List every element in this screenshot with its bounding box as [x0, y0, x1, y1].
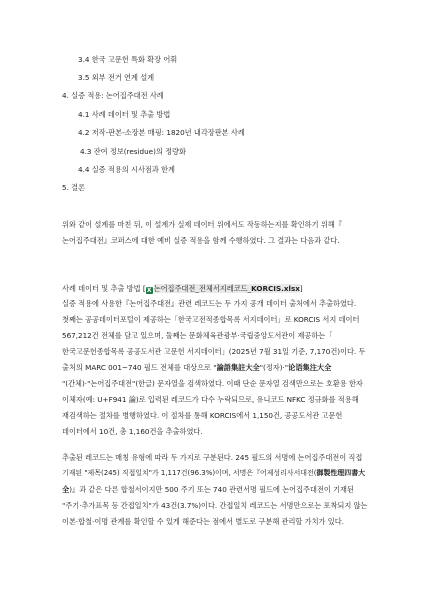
- file-name-bold: KORCIS.xlsx: [251, 284, 300, 293]
- para2-line-2-a: 기재된 "제목(245) 직접일치"가 1,117건(96.3%)이며, 서명은『어제성리사서대전(: [62, 469, 317, 477]
- outline-item-4-2: 4.2 저작-판본-소장본 매핑: 1820년 내각장판본 사례: [78, 128, 245, 137]
- intro-line-1: 위와 같이 설계를 마친 뒤, 이 설계가 실제 데이터 위에서도 작동하는지를 확인하기 위해『: [62, 220, 342, 229]
- para1-line-9: 데이터에서 10건, 총 1,160건을 추출하였다.: [62, 427, 203, 436]
- para1-line-8: 재검색하는 절차를 병행하였다. 이 절차를 통해 KORCIS에서 1,150건, 공공도서관 고문헌: [62, 411, 343, 420]
- para2-line-3: [62, 485, 354, 494]
- outline-item-3-4: 3.4 한국 고문헌 특화 확장 어휘: [78, 55, 178, 64]
- para2-line-3-a: 全: [62, 485, 70, 494]
- para1-line-2: 첫째는 공공데이터포털이 제공하는「한국고전적종합목록 서지데이터」로 KORCIS 서지 데이터: [62, 315, 360, 324]
- outline-item-4-3: 4.3 잔여 정보(residue)의 정량화: [80, 147, 186, 156]
- section-heading-prefix: 사례 데이터 및 추출 방법 [: [62, 284, 146, 293]
- section-heading: [62, 284, 303, 294]
- para1-line-6: "(간체)·"논어집주대전"(한글) 문자열을 검색하였다. 이때 단순 문자열 검색만으로는 호환용 한자: [62, 379, 363, 388]
- para1-line-5-c: "(정자)·": [259, 363, 289, 372]
- para1-line-5: [62, 363, 331, 372]
- para2-line-2-b: 御製性理四書大: [316, 469, 366, 477]
- para2-line-2: [62, 469, 365, 478]
- intro-line-2: 논어집주대전』코퍼스에 대한 예비 실증 적용을 함께 수행하였다. 그 결과는 다음과 같다.: [62, 236, 340, 245]
- outline-item-4-4: 4.4 실증 적용의 시사점과 한계: [78, 165, 175, 174]
- file-link[interactable]: [154, 284, 300, 293]
- para2-line-1: 추출된 레코드는 매칭 유형에 따라 두 가지로 구분된다. 245 필드의 서명에 논어집주대전이 직접: [62, 453, 363, 462]
- para2-line-4: "주기·추가표목 등 간접일치"가 43건(3.7%)이다. 간접일치 레코드는 서명만으로는 포착되지 않는: [62, 501, 368, 510]
- para1-line-5-b: 論語集註大全: [216, 363, 260, 372]
- para1-line-5-a: 출처의 MARC 001~740 필드 전체를 대상으로 ": [62, 363, 217, 372]
- file-name: 논어집주대전_전체서지레코드_: [153, 284, 252, 293]
- para1-line-7: 이체자(예: U+F941 論)로 입력된 레코드가 다수 누락되므로, 유니코드 NFKC 정규화를 적용해: [62, 395, 359, 404]
- para1-line-5-d: 论语集注大全: [288, 363, 332, 372]
- outline-item-4-1: 4.1 사례 데이터 및 추출 방법: [78, 110, 171, 119]
- para2-line-3-b: )』과 같은 다른 합철서이지만 500 주기 또는 740 관련서명 필드에 논어집주대전이 기재된: [69, 485, 354, 494]
- para2-line-5: 이본·합철·이명 관계를 확인할 수 있게 해준다는 점에서 별도로 구분해 관리할 가치가 있다.: [62, 517, 344, 526]
- excel-file-icon[interactable]: X: [146, 287, 152, 294]
- section-heading-suffix: ]: [299, 284, 303, 293]
- para1-line-3: 567,212건 전체를 담고 있으며, 둘째는 문화체육관광부·국립중앙도서관이 제공하는「: [62, 331, 333, 340]
- outline-item-3-5: 3.5 외부 전거 연계 설계: [78, 73, 155, 82]
- outline-item-5: 5. 결론: [62, 183, 86, 192]
- para1-line-1: 실증 적용에 사용한『논어집주대전』관련 레코드는 두 가지 공개 데이터 출처에서 추출하였다.: [62, 299, 357, 308]
- outline-item-4: 4. 실증 적용: 논어집주대전 사례: [62, 91, 164, 100]
- para1-line-4: 한국고문헌종합목록 공공도서관 고문헌 서지데이터」(2025년 7월 31일 기준, 7,170건)이다. 두: [62, 347, 366, 356]
